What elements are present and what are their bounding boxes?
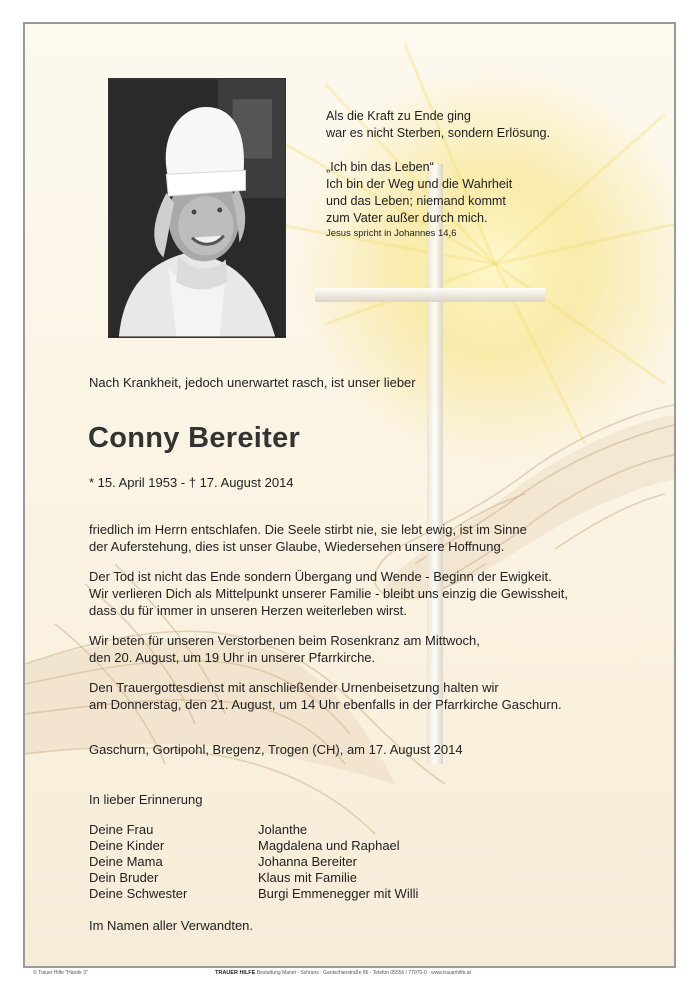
family-names: Klaus mit Familie — [258, 870, 357, 885]
portrait-photo — [108, 78, 286, 338]
quote-line: „Ich bin das Leben“ — [326, 160, 434, 174]
paragraph-4 — [89, 679, 649, 713]
family-row — [89, 822, 418, 838]
verse-block — [326, 108, 550, 240]
text-line: der Auferstehung, dies ist unser Glaube, Wiedersehen unsere Hoffnung. — [89, 539, 505, 554]
paragraph-2 — [89, 568, 649, 619]
paragraph-1 — [89, 521, 649, 555]
footer-brand: TRAUER HILFE — [215, 970, 256, 976]
memory-heading: In lieber Erinnerung — [89, 792, 203, 807]
intro-line: Nach Krankheit, jedoch unerwartet rasch, ist unser lieber — [89, 375, 416, 390]
closing-line: Im Namen aller Verwandten. — [89, 918, 254, 933]
footer-address: Bestattung Manet · Schruns · Gantschierstraße 86 · Telefon 05556 / 77070-0 · www.trauerhilfe.at — [256, 970, 471, 976]
obituary-text — [89, 521, 649, 726]
family-row — [89, 886, 418, 902]
deceased-name: Conny Bereiter — [88, 422, 301, 454]
family-relation: Deine Frau — [89, 822, 154, 837]
place-date: Gaschurn, Gortipohl, Bregenz, Trogen (CH), am 17. August 2014 — [89, 742, 463, 757]
text-line: Den Trauergottesdienst mit anschließender Urnenbeisetzung halten wir — [89, 680, 499, 695]
family-names: Burgi Emmenegger mit Willi — [258, 886, 419, 901]
footer-info — [215, 970, 471, 976]
verse-line: Als die Kraft zu Ende ging — [326, 109, 471, 123]
quote-line: Ich bin der Weg und die Wahrheit — [326, 177, 513, 191]
text-line: friedlich im Herrn entschlafen. Die Seele stirbt nie, sie lebt ewig, ist im Sinne — [89, 522, 527, 537]
text-line: Wir verlieren Dich als Mittelpunkt unserer Familie - bleibt uns einzig die Gewissheit, — [89, 586, 569, 601]
family-names: Johanna Bereiter — [258, 854, 358, 869]
obituary-card — [23, 22, 676, 968]
portrait-illustration — [109, 79, 285, 337]
family-names: Magdalena und Raphael — [258, 838, 400, 853]
footer-copyright: © Trauer Hilfe "Hände 3" — [33, 970, 88, 976]
text-line: dass du für immer in unseren Herzen weiterleben wirst. — [89, 603, 407, 618]
family-relation: Deine Schwester — [89, 886, 188, 901]
quote-reference: Jesus spricht in Johannes 14,6 — [326, 228, 457, 239]
text-line: den 20. August, um 19 Uhr in unserer Pfarrkirche. — [89, 650, 376, 665]
family-relation: Dein Bruder — [89, 870, 159, 885]
text-line: am Donnerstag, den 21. August, um 14 Uhr ebenfalls in der Pfarrkirche Gaschurn. — [89, 697, 562, 712]
family-row — [89, 854, 418, 870]
family-row — [89, 838, 418, 854]
quote-line: zum Vater außer durch mich. — [326, 211, 488, 225]
verse-line: war es nicht Sterben, sondern Erlösung. — [326, 126, 551, 140]
text-line: Wir beten für unseren Verstorbenen beim Rosenkranz am Mittwoch, — [89, 633, 480, 648]
family-row — [89, 870, 418, 886]
paragraph-3 — [89, 632, 649, 666]
cross-horizontal — [315, 288, 545, 302]
family-list — [89, 822, 418, 902]
quote-line: und das Leben; niemand kommt — [326, 194, 506, 208]
life-dates: * 15. April 1953 - † 17. August 2014 — [89, 475, 294, 490]
family-names: Jolanthe — [258, 822, 308, 837]
family-relation: Deine Kinder — [89, 838, 165, 853]
text-line: Der Tod ist nicht das Ende sondern Übergang und Wende - Beginn der Ewigkeit. — [89, 569, 552, 584]
family-relation: Deine Mama — [89, 854, 163, 869]
